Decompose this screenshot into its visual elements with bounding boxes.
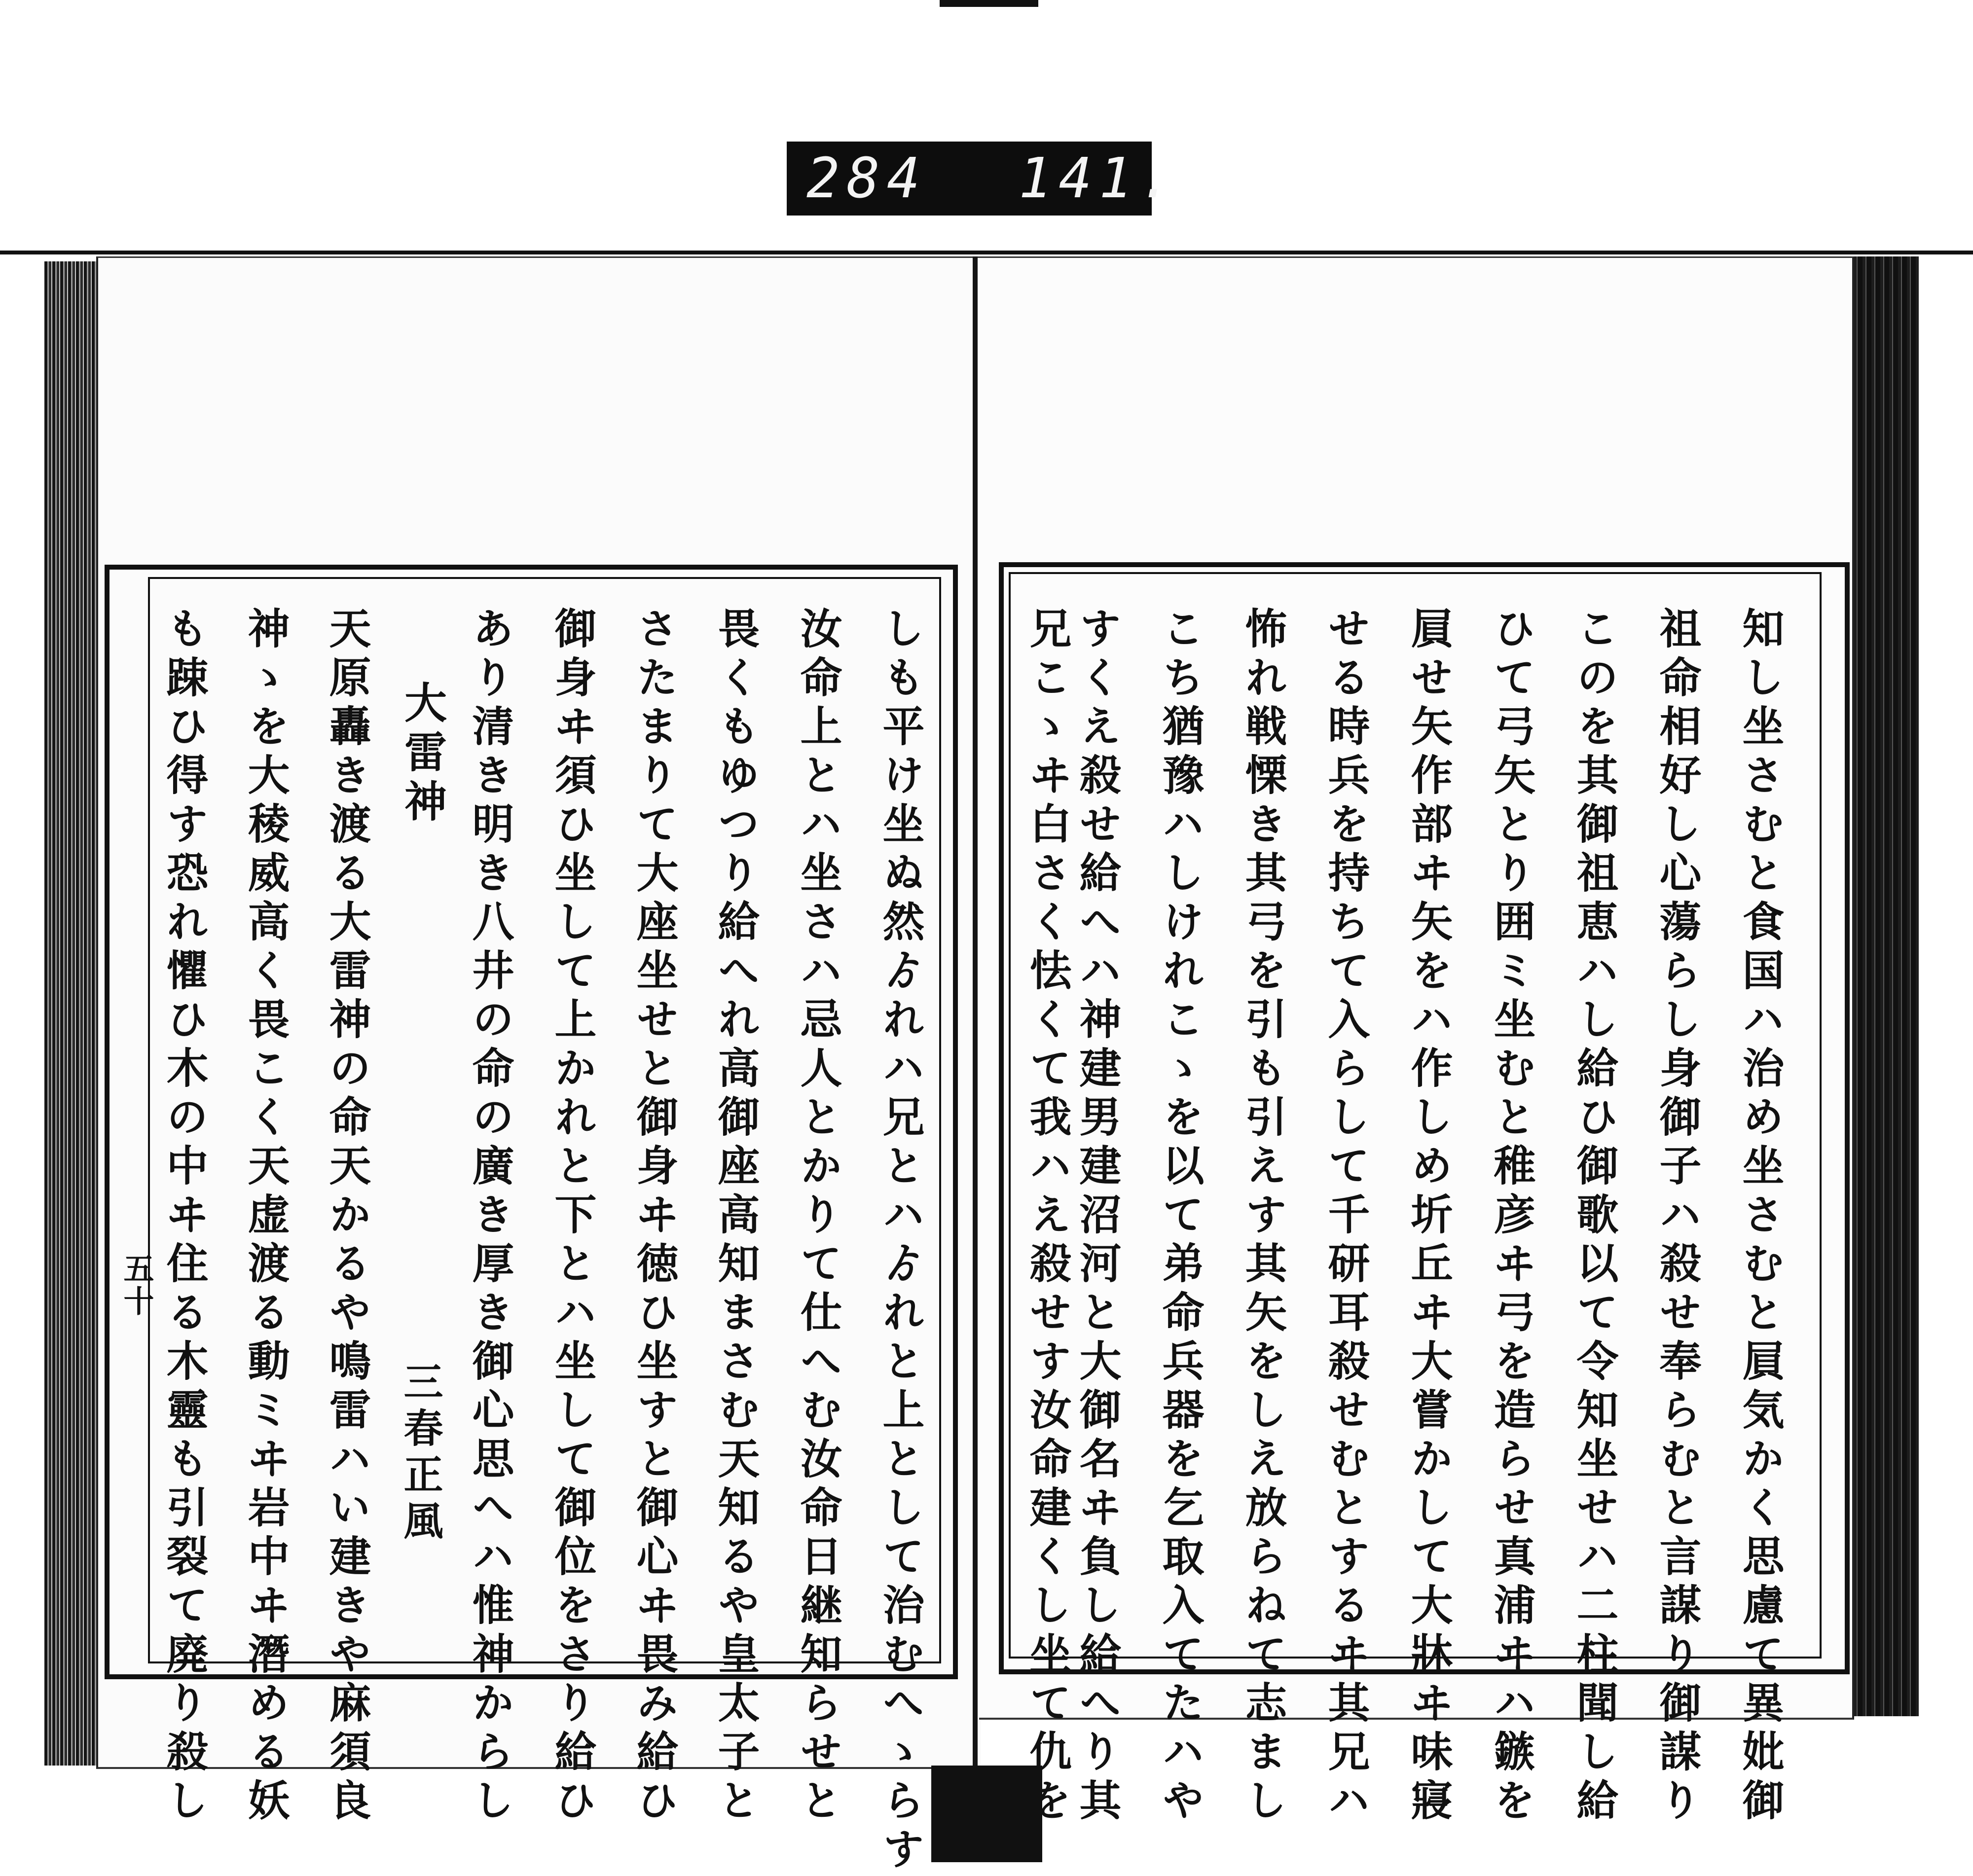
text-column: こち猶豫ハしけれこゝを以て弟命兵器を乞取入てたハや — [1155, 607, 1205, 1827]
film-top-stub — [940, 0, 1038, 7]
page-number: 五十 — [118, 1253, 154, 1318]
text-column: このを其御祖恵ハし給ひ御歌以て令知坐せハ二柱聞し給 — [1570, 607, 1619, 1827]
book-gutter — [973, 256, 978, 1766]
poem-column: 天原轟き渡る大雷神の命天かるや鳴雷ハい建きや麻須良 — [322, 607, 371, 1827]
text-column: 汝命上とハ坐さハ忌人とかりて仕へむ汝命日継知らせと — [793, 607, 842, 1827]
text-column: さたまりて大座坐せと御身ヰ徳ひ坐すと御心ヰ畏み給ひ — [629, 607, 679, 1827]
poem-column: 神ゝを大稜威高く畏こく天虚渡る動ミヰ岩中ヰ潛める妖 — [241, 607, 290, 1827]
text-column: あり清き明き八井の命の廣き厚き御心思へハ惟神からし — [465, 607, 514, 1827]
text-column: 御身ヰ須ひ坐して上かれと下とハ坐して御位をさり給ひ — [548, 607, 597, 1827]
text-column: 祖命相好し心蕩らし身御子ハ殺せ奉らむと言謀り御謀り — [1652, 607, 1702, 1827]
text-column: しも平け坐ぬ然ゟれハ兄とハゟれと上として治むへゝらす — [876, 607, 925, 1876]
text-column: 畏くもゆつり給へれ高御座高知まさむ天知るや皇太子と — [711, 607, 760, 1827]
frame-number-left: 284 — [806, 146, 927, 211]
poem-author: 三春正風 — [397, 1361, 443, 1547]
poem-title: 大雷神 — [397, 681, 447, 829]
text-column: 兄こゝヰ白さく怯くて我ハえ殺せす汝命建くし坐て仇を — [1023, 607, 1072, 1827]
frame-number-label — [787, 142, 1179, 216]
text-column: ひて弓矢とり囲ミ坐むと稚彦ヰ弓を造らせ真浦ヰハ鏃を — [1487, 607, 1536, 1827]
text-column: 知し坐さむと食国ハ治め坐さむと屓気かく思慮て異妣御 — [1735, 607, 1785, 1827]
text-column: 怖れ戦慄き其弓を引も引えす其矢をしえ放らねて志まし — [1238, 607, 1287, 1827]
text-column: すくえ殺せ給へハ神建男建沼河と大御名ヰ負し給へり其 — [1072, 607, 1122, 1827]
scan-edge-line — [0, 251, 1973, 254]
frame-number-right: 141. — [1019, 146, 1179, 211]
text-column: せる時兵を持ちて入らして千研耳殺せむとするヰ其兄ハ — [1321, 607, 1370, 1827]
left-page-edges — [44, 261, 99, 1766]
poem-column: も踈ひ得す恐れ懼ひ木の中ヰ住る木靈も引裂て廃り殺し — [159, 607, 209, 1827]
text-column: 屓せ矢作部ヰ矢をハ作しめ圻丘ヰ大嘗かして大牀ヰ味寢 — [1404, 607, 1453, 1827]
